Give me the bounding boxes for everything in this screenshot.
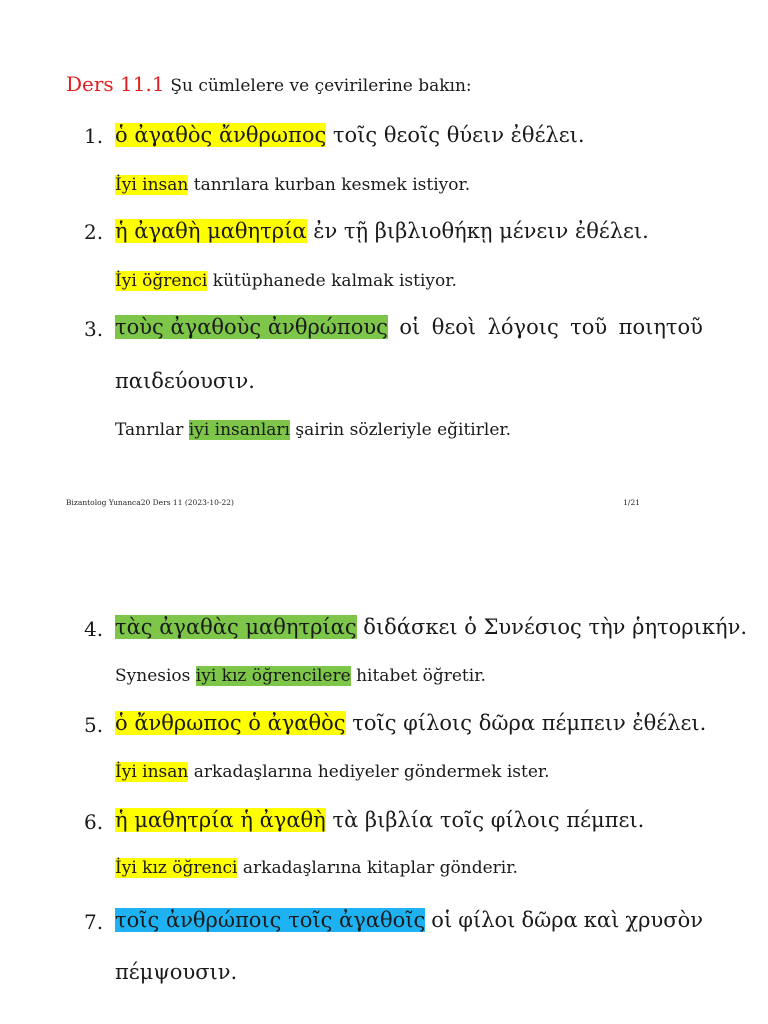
translation-highlight: iyi insanları [188, 420, 290, 440]
greek-rest: τοῖς θεοῖς θύειν ἐθέλει. [332, 123, 585, 147]
translation-rest: tanrılara kurban kesmek istiyor. [193, 175, 471, 195]
translation-pre: Tanrılar [115, 420, 184, 440]
translation-pre: Synesios [115, 666, 191, 686]
translation [115, 858, 518, 878]
translation-highlight: iyi kız öğrencilere [195, 666, 351, 686]
greek-highlight: ὁ ἀγαθὸς ἄνθρωπος [115, 123, 327, 147]
greek-word: οἱ [399, 315, 421, 339]
greek-sentence [115, 808, 644, 832]
translation [115, 666, 486, 686]
greek-rest: τοῖς φίλοις δῶρα πέμπειν ἐθέλει. [352, 711, 707, 735]
greek-continuation: παιδεύουσιν. [115, 369, 255, 393]
item-number: 4. [84, 617, 104, 641]
greek-rest: ἐν τῇ βιβλιοθήκῃ μένειν ἐθέλει. [313, 219, 649, 243]
item-number: 6. [84, 810, 104, 834]
greek-sentence [115, 908, 703, 932]
greek-highlight: ὁ ἄνθρωπος ὁ ἀγαθὸς [115, 711, 346, 735]
item-number: 3. [84, 317, 104, 341]
lesson-instruction: Şu cümlelere ve çevirilerine bakın: [170, 76, 472, 96]
footer-source: Bizantolog Yunanca20 Ders 11 (2023-10-22) [66, 498, 234, 507]
greek-word: χρυσὸν [625, 908, 703, 932]
greek-highlight: τὰς ἀγαθὰς μαθητρίας [115, 615, 357, 639]
lesson-heading [66, 72, 472, 96]
item-number: 2. [84, 220, 104, 244]
greek-sentence [115, 219, 649, 243]
translation [115, 762, 550, 782]
greek-sentence [115, 315, 703, 339]
greek-word: δῶρα [521, 908, 578, 932]
greek-sentence [115, 123, 585, 147]
greek-word: τοῦ [570, 315, 608, 339]
greek-highlight: τοῖς ἀνθρώποις τοῖς ἀγαθοῖς [115, 908, 426, 932]
translation-highlight: İyi insan [115, 762, 189, 782]
greek-rest: διδάσκει ὁ Συνέσιος τὴν ῥητορικήν. [363, 615, 748, 639]
translation-rest: arkadaşlarına hediyeler göndermek ister. [193, 762, 550, 782]
greek-word: οἱ [431, 908, 453, 932]
greek-word: καὶ [583, 908, 620, 932]
translation-rest: şairin sözleriyle eğitirler. [295, 420, 512, 440]
greek-word: λόγοις [487, 315, 559, 339]
greek-word: ποιητοῦ [618, 315, 703, 339]
greek-continuation: πέμψουσιν. [115, 960, 238, 984]
page-number: 1/21 [623, 498, 640, 507]
greek-highlight: ἡ ἀγαθὴ μαθητρία [115, 219, 307, 243]
translation-rest: hitabet öğretir. [356, 666, 486, 686]
translation-rest: kütüphanede kalmak istiyor. [212, 271, 457, 291]
greek-word: θεοὶ [431, 315, 477, 339]
translation [115, 271, 457, 291]
translation-highlight: İyi öğrenci [115, 271, 208, 291]
translation [115, 175, 470, 195]
greek-highlight: τοὺς ἀγαθοὺς ἀνθρώπους [115, 315, 388, 339]
item-number: 7. [84, 910, 104, 934]
lesson-label: Ders 11.1 [66, 72, 165, 96]
greek-word: φίλοι [458, 908, 516, 932]
translation-rest: arkadaşlarına kitaplar gönderir. [242, 858, 518, 878]
translation [115, 420, 511, 440]
greek-rest: τὰ βιβλία τοῖς φίλοις πέμπει. [332, 808, 645, 832]
greek-sentence [115, 615, 747, 639]
translation-highlight: İyi kız öğrenci [115, 858, 238, 878]
item-number: 1. [84, 124, 104, 148]
greek-highlight: ἡ μαθητρία ἡ ἀγαθὴ [115, 808, 326, 832]
item-number: 5. [84, 713, 104, 737]
greek-sentence [115, 711, 706, 735]
translation-highlight: İyi insan [115, 175, 189, 195]
